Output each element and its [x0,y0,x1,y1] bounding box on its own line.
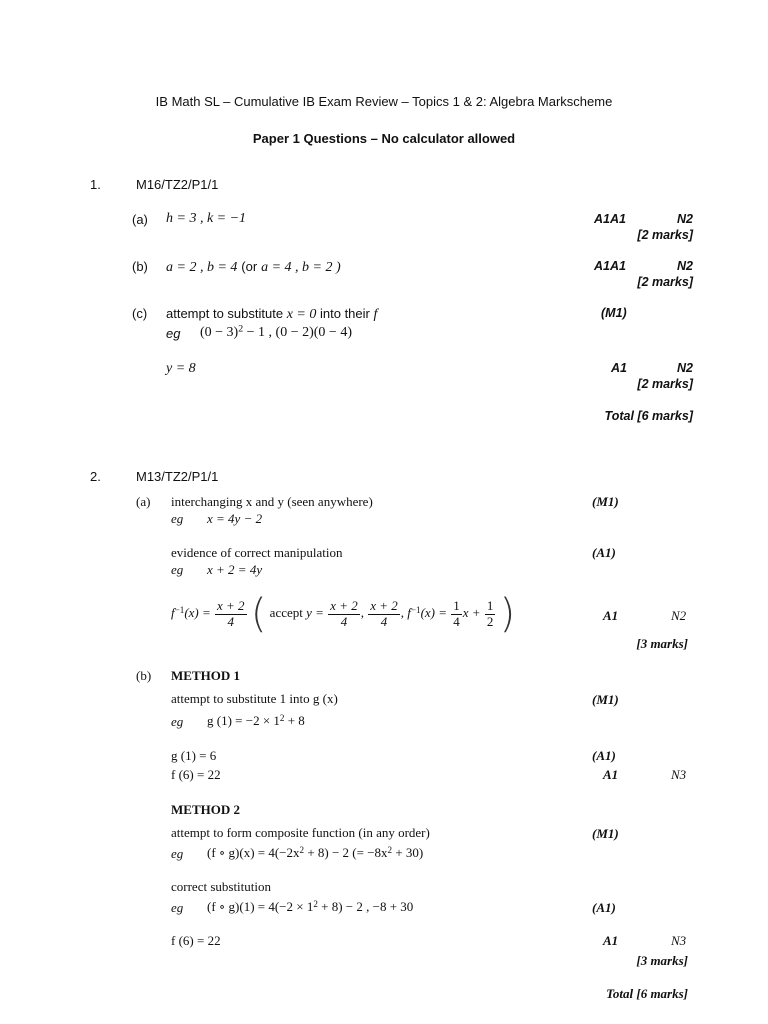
q2-m2-eg-1: (f ∘ g)(x) = 4(−2x [207,845,300,860]
q2-eg-label: eg [171,511,184,526]
q2-m1-step2-marks: (A1) [592,748,616,763]
q1-part-c-example-sup: 2 [238,323,244,335]
q1-part-c-example-2: − 1 , (0 − 2)(0 − 4) [243,325,352,340]
q2-half-den: 2 [486,613,494,629]
q2-accept-fraction-2 [368,599,400,630]
q2-m2-step2-marks: (A1) [592,900,616,915]
q2-final-fraction-num: x + 2 [217,597,245,613]
q2-m2-sub-1: (f ∘ g)(1) = 4(−2 × 1 [207,899,314,914]
q2-part-a-step2-eg: x + 2 = 4y [207,562,263,577]
q1-part-a-label: (a) [132,212,148,227]
q2-part-a-note: N2 [671,608,687,623]
q1-part-b-answer-1: a = 2 , b = 4 [166,260,238,275]
q2-half-fraction [485,599,496,630]
document-subtitle: Paper 1 Questions – No calculator allowed [252,131,516,146]
q2-finv-sup: −1 [410,604,421,615]
q2-x-plus: x + [462,604,481,620]
q2-m2-step1-eg [207,845,423,861]
q2-m1-step1: attempt to substitute 1 into g (x) [171,691,338,706]
q2-quarter-fraction [451,599,462,630]
q1-part-a-note: N2 [677,212,693,226]
q2-m1-eg-2: + 8 [284,713,305,728]
q1-part-c-example-1: (0 − 3) [200,325,239,340]
q2-method-2-heading: METHOD 2 [171,802,240,817]
q1-part-a-total: [2 marks] [637,228,693,242]
q1-part-a-marks: A1A1 [594,212,626,226]
q2-finv-x: (x) = [420,604,448,620]
q1-part-c-example [200,325,352,341]
q2-accept-fraction-1-den: 4 [340,613,348,629]
q1-part-c-marks: (M1) [601,306,627,320]
q2-accept-fraction-1-num: x + 2 [330,597,358,613]
q2-m1-note: N3 [671,767,687,782]
q2-m1-eg-sup: 2 [279,712,285,723]
q2-m2-step1: attempt to form composite function (in any order) [171,825,430,840]
q1-part-c-eg: eg [166,326,181,341]
q2-m2-eg-3: + 30) [392,845,424,860]
q1-part-c-answer: y = 8 [166,361,196,376]
q1-part-c-math: x = 0 [286,307,317,322]
q2-m1-step3: f (6) = 22 [171,767,221,782]
question-2-number: 2. [90,469,101,484]
q1-total: Total [6 marks] [604,409,693,423]
q1-part-c-label: (c) [132,306,148,321]
q2-part-a-final-marks: A1 [603,608,619,623]
q1-part-b-total: [2 marks] [637,275,693,289]
q2-eg-label: eg [171,846,184,861]
q2-accept-label: accept [269,604,303,620]
q2-total: Total [6 marks] [606,986,688,1001]
q2-m2-sub-sup: 2 [313,898,318,909]
q2-final-sup: −1 [174,604,185,615]
q2-m1-step3-marks: A1 [603,767,619,782]
q1-part-c-note: N2 [677,361,693,375]
q2-part-a-step1-marks: (M1) [592,494,619,509]
q2-m1-step1-eg [207,713,305,729]
q2-m2-step3: f (6) = 22 [171,933,221,948]
q2-m1-eg-1: g (1) = −2 × 1 [207,713,280,728]
q1-part-b-marks: A1A1 [594,259,626,273]
q1-part-c-text2: into their [320,306,370,321]
right-paren: ) [499,591,516,637]
q2-m2-eg-sup2: 2 [387,844,393,855]
q2-part-a-step1-eg: x = 4y − 2 [207,511,263,526]
q2-part-a-step2-marks: (A1) [592,545,616,560]
q2-accept-fraction-2-num: x + 2 [370,597,398,613]
q1-part-b-answer [166,258,341,276]
q1-part-c-text: attempt to substitute [166,306,284,321]
q2-eg-label: eg [171,714,184,729]
q2-eg-label: eg [171,562,184,577]
q2-m2-step2: correct substitution [171,879,272,894]
q1-part-a-answer: h = 3 , k = −1 [166,211,247,226]
q2-part-b-total: [3 marks] [636,953,688,968]
q2-m1-step2: g (1) = 6 [171,748,217,763]
q2-accept-fraction-2-den: 4 [380,613,388,629]
q2-m2-step3-marks: A1 [603,933,619,948]
q2-m2-eg-sup: 2 [299,844,305,855]
q2-final-f: f [171,604,175,620]
q2-final-x: (x) = [184,604,211,620]
q2-half-num: 1 [486,597,494,613]
question-1-number: 1. [90,177,101,192]
q2-quarter-num: 1 [453,597,460,613]
q1-part-c-step [166,306,377,323]
q2-m2-eg-2: + 8) − 2 (= −8x [304,845,388,860]
q2-part-a-label: (a) [136,494,151,509]
q2-part-a-step2: evidence of correct manipulation [171,545,343,560]
q2-quarter-den: 4 [453,613,460,629]
q2-m2-sub-2: + 8) − 2 , −8 + 30 [317,899,414,914]
document-title: IB Math SL – Cumulative IB Exam Review – Topics 1 & 2: Algebra Markscheme [155,94,613,109]
q2-part-a-total: [3 marks] [636,636,688,651]
q1-part-b-label: (b) [132,259,148,274]
q2-part-a-final-expression [171,591,516,637]
q2-comma: , [400,604,405,620]
q2-part-b-label: (b) [136,668,152,683]
q1-part-b-or: (or [241,259,258,274]
q2-m1-step1-marks: (M1) [592,692,619,707]
q2-final-fraction [215,599,247,630]
q1-part-c-answer-marks: A1 [611,361,627,375]
q2-final-fraction-den: 4 [227,613,235,629]
q1-part-b-note: N2 [677,259,693,273]
q2-m2-step1-marks: (M1) [592,826,619,841]
question-2-code: M13/TZ2/P1/1 [136,469,219,484]
q2-accept-y: y = [306,604,324,620]
q1-part-c-total: [2 marks] [637,377,693,391]
q2-finv-f: f [407,604,411,620]
q1-part-b-answer-2: a = 4 , b = 2 ) [261,260,341,275]
q2-eg-label: eg [171,900,184,915]
q2-method-1-heading: METHOD 1 [171,668,240,683]
q2-comma: , [360,604,364,620]
left-paren: ( [250,591,267,637]
q2-accept-fraction-1 [328,599,360,630]
q2-part-a-step1: interchanging x and y (seen anywhere) [171,494,373,509]
q1-part-c-f: f [373,307,378,322]
question-1-code: M16/TZ2/P1/1 [136,177,219,192]
q2-m2-note: N3 [671,933,687,948]
q2-m2-step2-eg [207,899,413,915]
